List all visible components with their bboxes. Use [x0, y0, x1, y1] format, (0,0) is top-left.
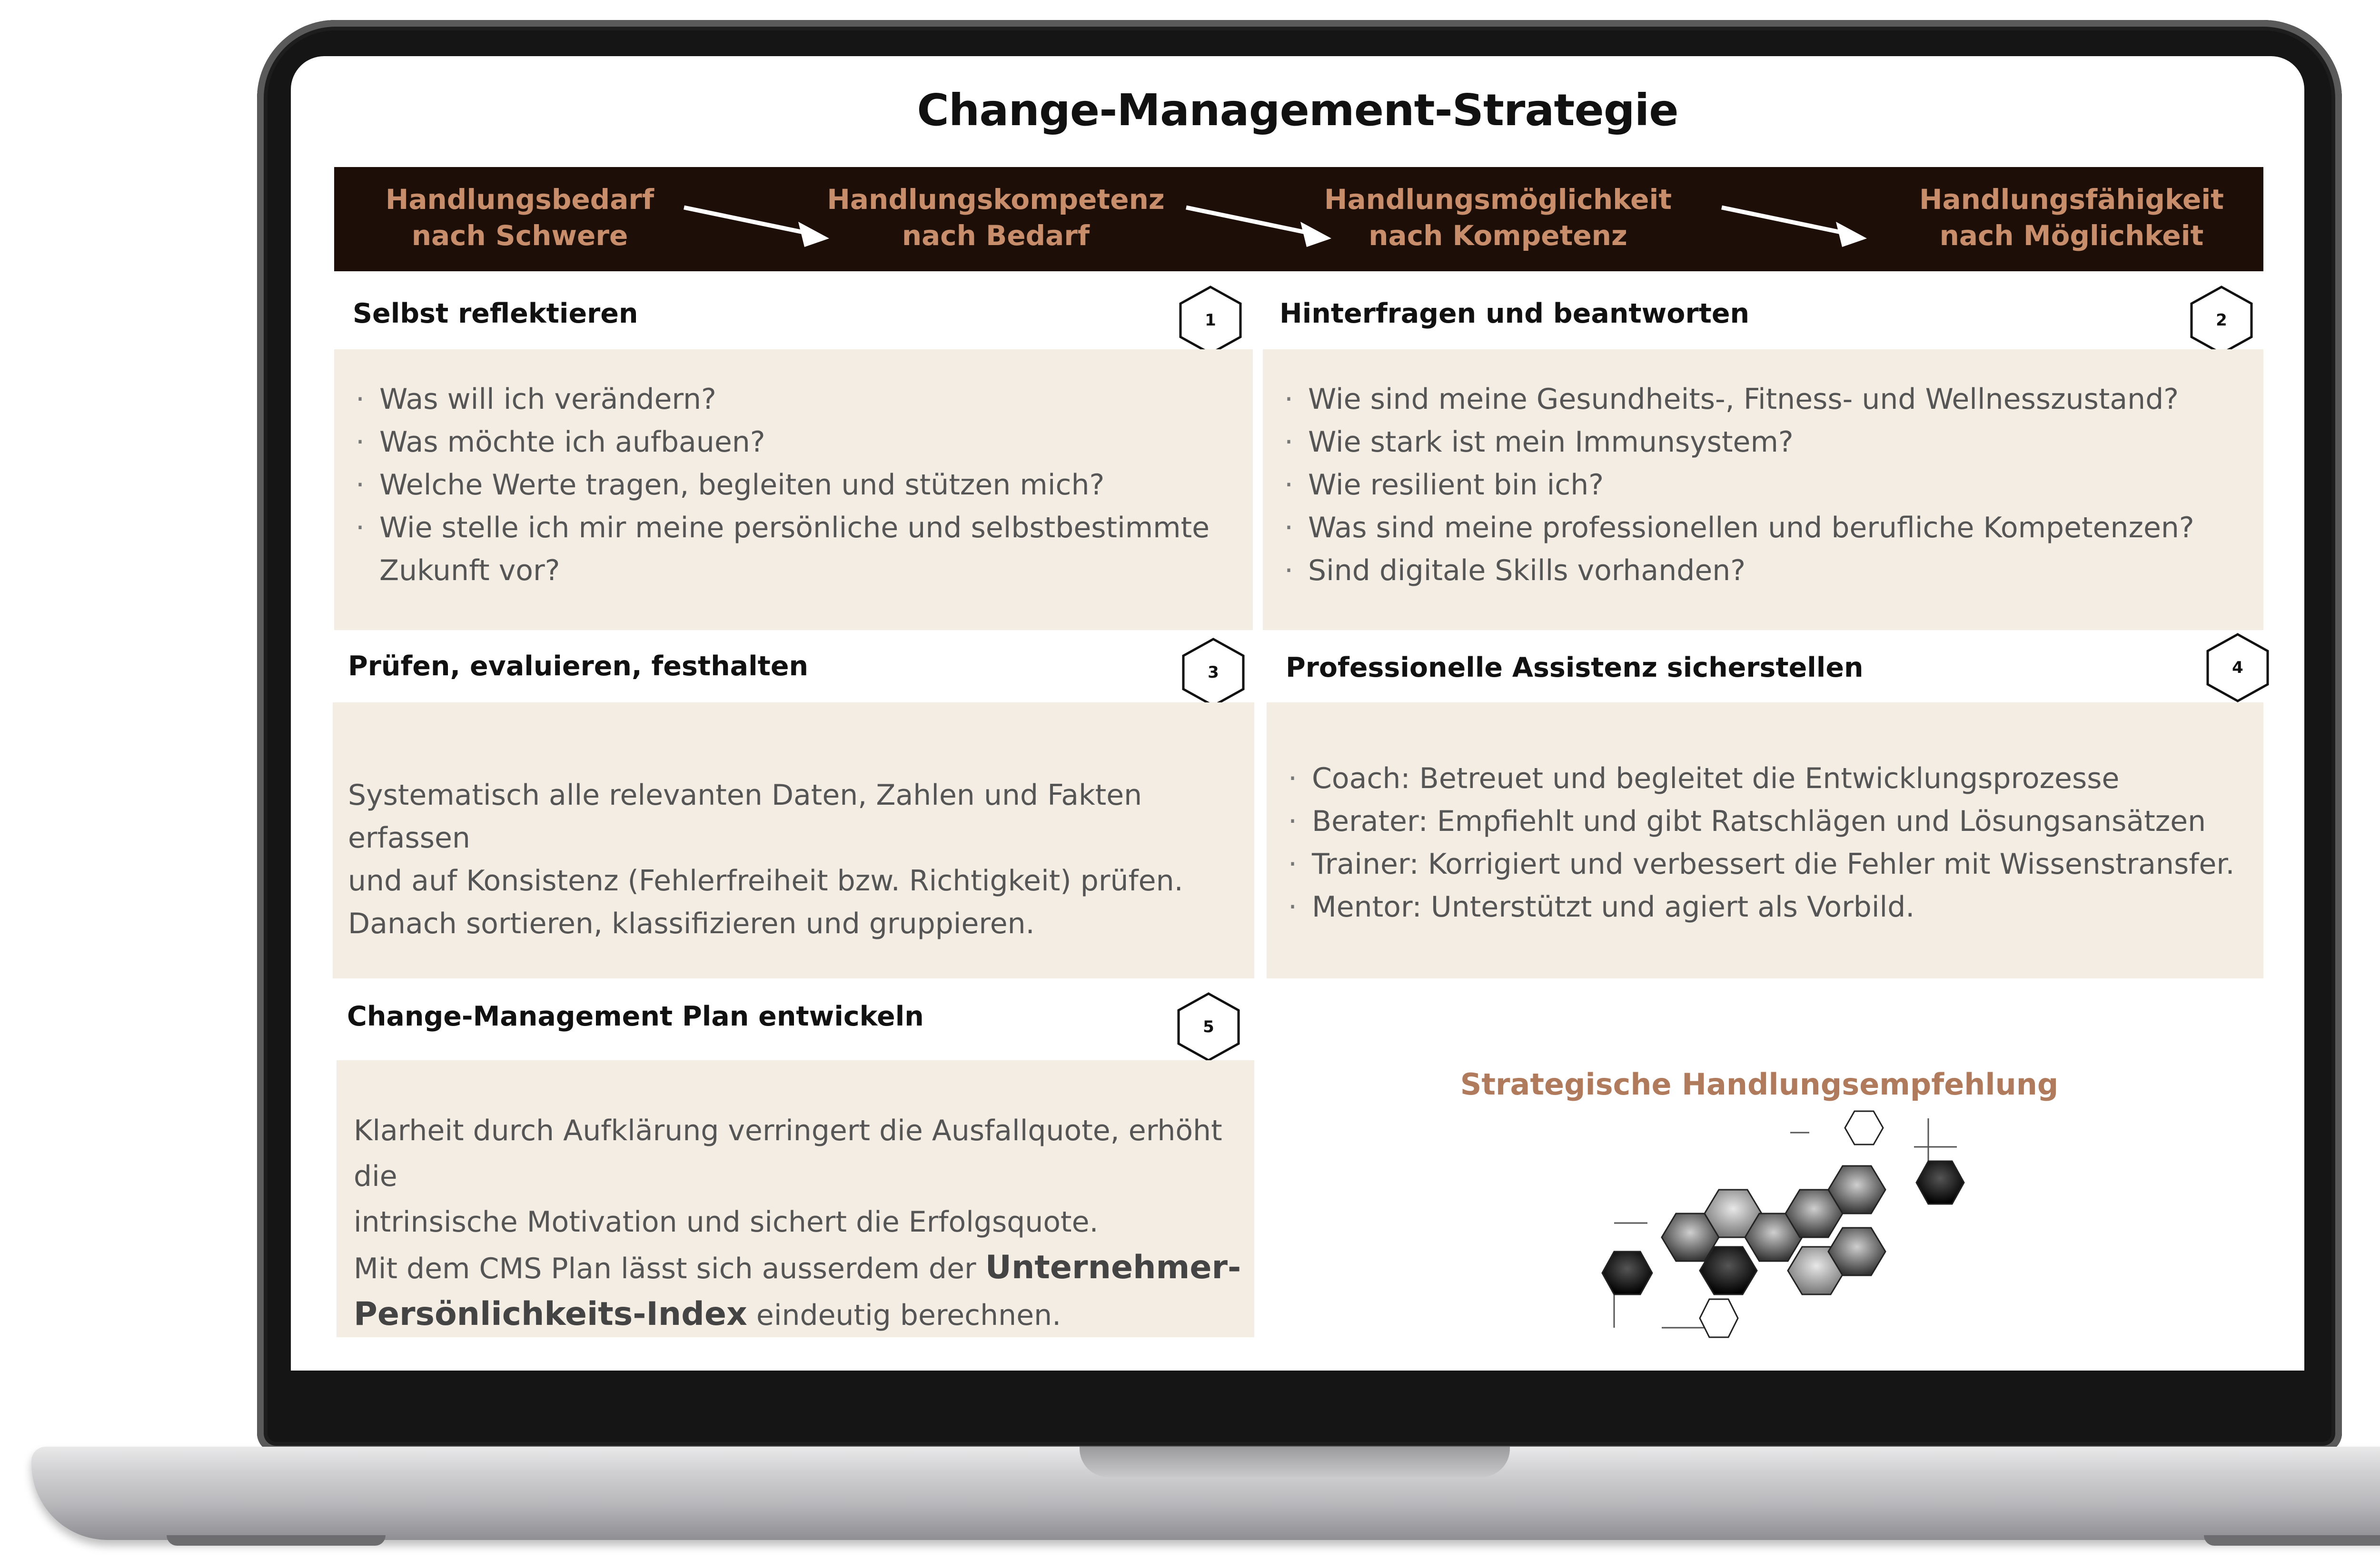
- list-item: · Was sind meine professionellen und berufliche Kompetenzen?: [1279, 506, 2246, 549]
- list-item: · Welche Werte tragen, begleiten und stützen mich?: [351, 464, 1217, 506]
- list-item: · Wie sind meine Gesundheits-, Fitness- und Wellnesszustand?: [1279, 378, 2246, 421]
- arrow-right-icon: [1719, 196, 1876, 248]
- list-item: · Mentor: Unterstützt und agiert als Vorbild.: [1283, 886, 2254, 928]
- text-line: Klarheit durch Aufklärung verringert die Ausfallquote, erhöht die: [354, 1114, 1222, 1193]
- list-item: · Trainer: Korrigiert und verbessert die Fehler mit Wissenstransfer.: [1283, 843, 2254, 886]
- text-line: Danach sortieren, klassifizieren und gruppieren.: [348, 907, 1035, 940]
- laptop-notch: [1080, 1447, 1510, 1477]
- step-3-badge: [1180, 637, 1247, 708]
- step-2-number: 2: [2216, 311, 2227, 330]
- emphasis-text: Persönlichkeits-Index: [354, 1295, 747, 1333]
- section-5-heading: Change-Management Plan entwickeln: [347, 1001, 924, 1032]
- hexagon-honeycomb-icon: [1586, 1109, 1985, 1347]
- section-3-heading: Prüfen, evaluieren, festhalten: [348, 651, 809, 682]
- section-4-panel: [1267, 702, 2263, 978]
- step-2-badge: [2188, 285, 2255, 356]
- section-1-list: [351, 378, 1217, 592]
- list-item: · Sind digitale Skills vorhanden?: [1279, 549, 2246, 592]
- stage-3-line1: Handlungsmöglichkeit: [1324, 183, 1672, 216]
- text-line: [354, 1245, 1244, 1292]
- laptop-screen: [291, 56, 2304, 1371]
- text-span: eindeutig berechnen.: [747, 1299, 1061, 1332]
- list-item: · Wie resilient bin ich?: [1279, 464, 2246, 506]
- stage-4-line1: Handlungsfähigkeit: [1919, 183, 2224, 216]
- text-line: und auf Konsistenz (Fehlerfreiheit bzw. Richtigkeit) prüfen.: [348, 864, 1183, 898]
- stage-2-line1: Handlungskompetenz: [827, 183, 1165, 216]
- text-line: [354, 1292, 1244, 1338]
- step-5-badge: [1175, 991, 1242, 1063]
- section-1-panel: [334, 349, 1253, 630]
- stage-1-line1: Handlungsbedarf: [385, 183, 654, 216]
- step-1-number: 1: [1205, 311, 1216, 330]
- step-4-badge: [2204, 632, 2271, 703]
- step-4-number: 4: [2232, 658, 2243, 677]
- section-3-panel: [333, 702, 1254, 978]
- laptop-foot-left: [167, 1535, 386, 1546]
- step-5-number: 5: [1203, 1017, 1214, 1036]
- list-item: · Was möchte ich aufbauen?: [351, 421, 1217, 464]
- section-5-panel: [337, 1060, 1254, 1337]
- list-item: · Was will ich verändern?: [351, 378, 1217, 421]
- text-span: Mit dem CMS Plan lässt sich ausserdem der: [354, 1252, 985, 1285]
- emphasis-text: Unternehmer-: [985, 1249, 1241, 1286]
- list-item: · Wie stelle ich mir meine persönliche und selbstbestimmte Zukunft vor?: [351, 506, 1217, 592]
- section-3-text: [348, 774, 1243, 945]
- step-3-number: 3: [1208, 663, 1219, 682]
- text-line: intrinsische Motivation und sichert die Erfolgsquote.: [354, 1205, 1099, 1239]
- section-4-heading: Professionelle Assistenz sicherstellen: [1286, 652, 1864, 683]
- section-2-heading: Hinterfragen und beantworten: [1279, 298, 1750, 329]
- stage-3-line2: nach Kompetenz: [1368, 219, 1627, 252]
- section-2-list: [1279, 378, 2246, 592]
- step-1-badge: [1177, 285, 1244, 356]
- stage-2: [815, 181, 1177, 254]
- laptop-foot-right: [2204, 1535, 2380, 1546]
- section-4-list: [1283, 757, 2254, 928]
- page-title: Change-Management-Strategie: [917, 85, 1678, 136]
- list-item: · Berater: Empfiehlt und gibt Ratschlägen und Lösungsansätzen: [1283, 800, 2254, 843]
- text-line: Systematisch alle relevanten Daten, Zahlen und Fakten erfassen: [348, 779, 1142, 855]
- stage-1: [339, 181, 701, 254]
- list-item: · Coach: Betreuet und begleitet die Entwicklungsprozesse: [1283, 757, 2254, 800]
- section-5-text: [354, 1108, 1244, 1338]
- stage-2-line2: nach Bedarf: [902, 219, 1090, 252]
- stage-4: [1891, 181, 2252, 254]
- section-1-heading: Selbst reflektieren: [353, 298, 638, 329]
- stage-band: [334, 167, 2263, 271]
- section-2-panel: [1263, 349, 2263, 630]
- recommendation-title: Strategische Handlungsempfehlung: [1460, 1067, 2059, 1102]
- stage-4-line2: nach Möglichkeit: [1939, 219, 2204, 252]
- stage-3: [1317, 181, 1679, 254]
- stage-1-line2: nach Schwere: [411, 219, 628, 252]
- list-item: · Wie stark ist mein Immunsystem?: [1279, 421, 2246, 464]
